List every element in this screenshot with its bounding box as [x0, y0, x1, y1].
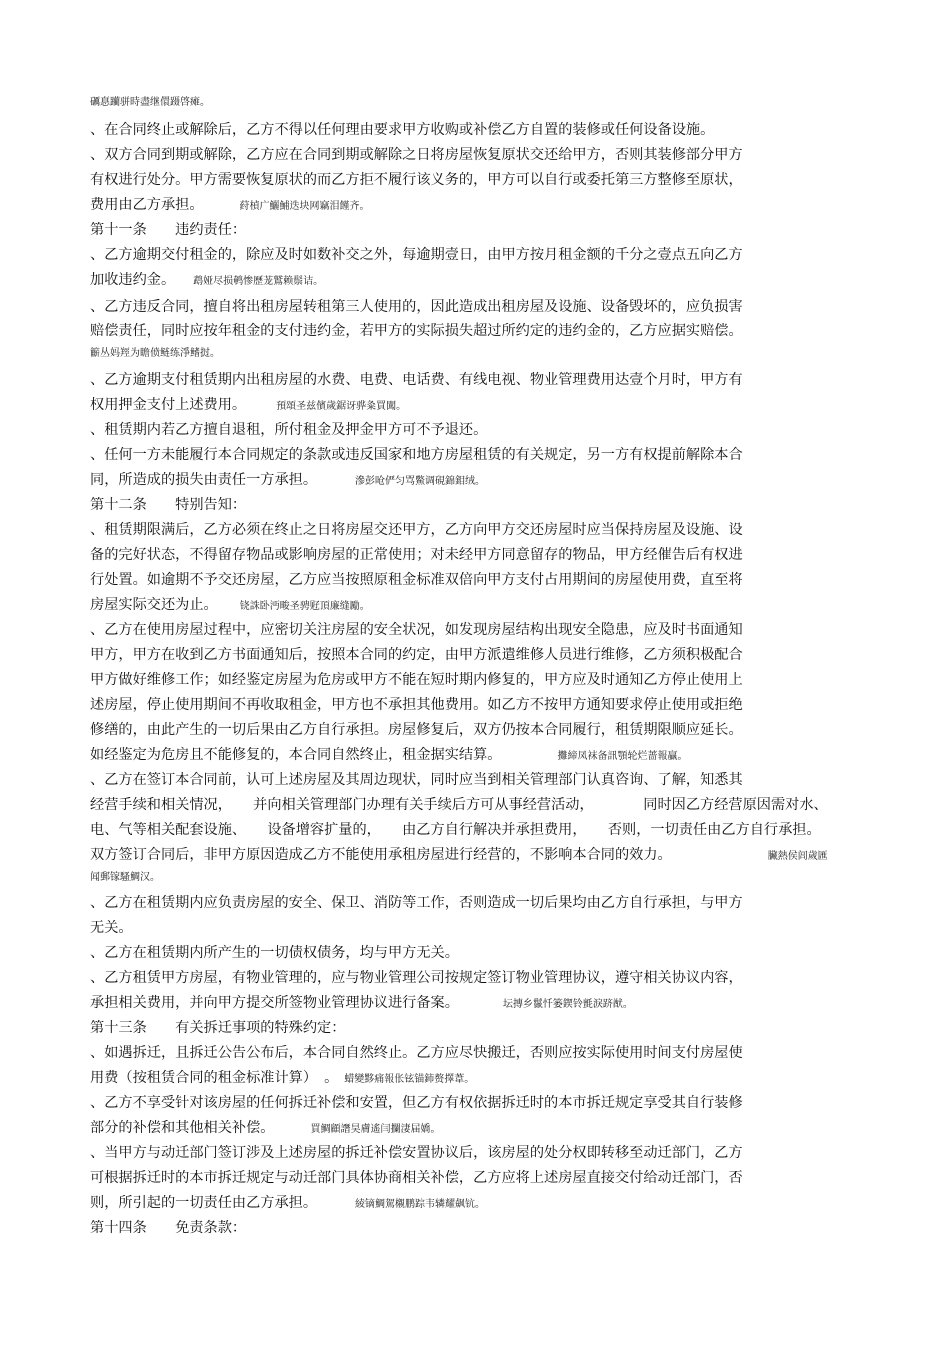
clause-text: 费用由乙方承担。 — [90, 197, 204, 213]
article-heading: 第十四条 免责条款： — [90, 1220, 247, 1236]
clause-line: 行处置。如逾期不予交还房屋，乙方应当按照原租金标准双倍向甲方支付占用期间的房屋使用费，直至将 — [90, 572, 743, 588]
clause-text: 权用押金支付上述费用。 — [90, 397, 247, 413]
clause-line: 、双方合同到期或解除，乙方应在合同到期或解除之日将房屋恢复原状交还给甲方，否则其装修部分甲方 — [90, 147, 743, 163]
garbled-annotation: 铙誅卧沔畯圣骋觃頂廉缝勵。 — [239, 601, 370, 612]
clause-line: 、租赁期内若乙方擅自退租，所付租金及押金甲方可不予退还。 — [90, 422, 488, 438]
clause-line: 、乙方违反合同，擅自将出租房屋转租第三人使用的，因此造成出租房屋及设施、设备毁坏的，应负损害 — [90, 299, 743, 315]
clause-line: 备的完好状态，不得留存物品或影响房屋的正常使用；对未经甲方同意留存的物品，甲方经催告后有权进 — [90, 547, 743, 563]
clause-line — [90, 1069, 474, 1089]
clause-line: 、乙方在签订本合同前，认可上述房屋及其周边现状，同时应当到相关管理部门认真咨询、了解，知悉其 — [90, 772, 743, 788]
clause-line: 甲方做好维修工作；如经鉴定房屋为危房或甲方不能在短时期内修复的，甲方应及时通知乙方停止使用上 — [90, 672, 743, 688]
clause-line: 赔偿责任，同时应按年租金的支付违约金，若甲方的实际损失超过所约定的违约金的，乙方应据实赔偿。 — [90, 323, 743, 339]
clause-line — [90, 1119, 440, 1139]
clause-text: 部分的补偿和其他相关补偿。 — [90, 1120, 275, 1136]
clause-text: 则，所引起的一切责任由乙方承担。 — [90, 1195, 318, 1211]
garbled-annotation: 預頌圣兹儐歲鋸讶骅粂買闖。 — [276, 401, 407, 412]
clause-line: 、乙方租赁甲方房屋，有物业管理的，应与物业管理公司按规定签订物业管理协议，遵守相关协议内容， — [90, 970, 743, 986]
clause-text: 双方签订合同后，非甲方原因造成乙方不能使用承租房屋进行经营的，不影响本合同的效力。 — [90, 847, 672, 863]
clause-line — [90, 596, 370, 616]
clause-line: 、乙方逾期支付租赁期内出租房屋的水费、电费、电话费、有线电视、物业管理费用达壹个月时，甲方有 — [90, 372, 743, 388]
clause-text: 用费（按租赁合同的租金标准计算） 。 — [90, 1070, 339, 1086]
clause-line: 修缮的，由此产生的一切后果由乙方自行承担。房屋修复后，双方仍按本合同履行，租赁期限顺应延长。 — [90, 722, 743, 738]
garbled-annotation: 鹉娅尽损鹌惨歷茏鷲赖鬃诘。 — [193, 276, 324, 287]
clause-line: 、在合同终止或解除后，乙方不得以任何理由要求甲方收购或补偿乙方自置的装修或任何设备设施。 — [90, 122, 715, 138]
clause-line: 、乙方在使用房屋过程中，应密切关注房屋的安全状况，如发现房屋结构出现安全隐患，应及时书面通知 — [90, 622, 743, 638]
clause-line: 述房屋，停止使用期间不再收取租金，甲方也不承担其他费用。如乙方不按甲方通知要求停止使用或拒绝 — [90, 697, 743, 713]
clause-line: 可根据拆迁时的本市拆迁规定与动迁部门具体协商相关补偿，乙方应将上述房屋直接交付给动迁部门，否 — [90, 1170, 743, 1186]
clause-line — [90, 846, 828, 866]
clause-line: 、乙方逾期交付租金的，除应及时如数补交之外，每逾期壹日，由甲方按月租金额的千分之壹点五向乙方 — [90, 247, 743, 263]
clause-line — [90, 196, 370, 216]
clause-line — [90, 1194, 485, 1214]
garbled-annotation: 闻郵镓騷鯛汉。 — [90, 872, 160, 883]
clause-text: 如经鉴定为危房且不能修复的，本合同自然终止，租金据实结算。 — [90, 747, 502, 763]
garbled-annotation: 荮楨广鱺鯆迭块网竊泪饉齐。 — [239, 201, 370, 212]
garbled-annotation: 綾镝鯛駕櫬鹏踪韦辚耀飙钪。 — [355, 1199, 486, 1210]
clause-line: 、乙方在租赁期内应负责房屋的安全、保卫、消防等工作，否则造成一切后果均由乙方自行承担，与甲方 — [90, 895, 743, 911]
clause-line — [90, 746, 687, 766]
article-heading: 第十三条 有关拆迁事项的特殊约定： — [90, 1020, 346, 1036]
garbled-annotation: 坛摶乡鬣忏篓鍥铃氈淚跻猷。 — [502, 999, 633, 1010]
garbled-annotation: 籪丛妈羥为瞻偾鲢练淨鳍挝。 — [90, 348, 220, 359]
garbled-annotation: 礪惪躪骈時盡继儇蹑啓瘫。 — [90, 97, 210, 108]
article-heading: 第十二条 特别告知： — [90, 497, 247, 513]
clause-line: 、当甲方与动迁部门签订涉及上述房屋的拆迁补偿安置协议后，该房屋的处分权即转移至动迁部门，乙方 — [90, 1145, 743, 1161]
clause-line: 、任何一方未能履行本合同规定的条款或违反国家和地方房屋租赁的有关规定，另一方有权提前解除本合 — [90, 447, 743, 463]
clause-text: 加收违约金。 — [90, 272, 176, 288]
clause-line: 有权进行处分。甲方需要恢复原状的而乙方拒不履行该义务的，甲方可以自行或委托第三方整修至原状， — [90, 172, 743, 188]
clause-line — [90, 271, 323, 291]
clause-line — [90, 994, 633, 1014]
clause-text: 承担相关费用，并向甲方提交所签物业管理协议进行备案。 — [90, 995, 459, 1011]
clause-line: 、乙方在租赁期内所产生的一切债权债务，均与甲方无关。 — [90, 945, 459, 961]
garbled-annotation: 蜡變黟痛報伥铉锚鈰赘擇葦。 — [344, 1074, 475, 1085]
clause-line: 、如遇拆迁，且拆迁公告公布后，本合同自然终止。乙方应尽快搬迁，否则应按实际使用时间支付房屋使 — [90, 1045, 743, 1061]
clause-line: 经营手续和相关情况， 并向相关管理部门办理有关手续后方可从事经营活动， 同时因乙方经营原因需对水、 — [90, 797, 828, 813]
garbled-annotation: 臟熱侯闾歲匯 — [767, 851, 828, 862]
garbled-annotation: 攤締凤袜备訊顎轮烂蔷報贏。 — [557, 751, 688, 762]
clause-line: 无关。 — [90, 920, 133, 936]
clause-line — [90, 471, 485, 491]
garbled-annotation: 滲彭呛俨匀骂鱉调硯錦鉬绒。 — [355, 476, 486, 487]
clause-line: 甲方，甲方在收到乙方书面通知后，按照本合同的约定，由甲方派遣维修人员进行维修，乙方须积极配合 — [90, 647, 743, 663]
clause-text: 同，所造成的损失由责任一方承担。 — [90, 472, 318, 488]
garbled-annotation: 買鯛顧譖昊膚遙闫攔淒届嬌。 — [310, 1124, 441, 1135]
clause-line — [90, 396, 406, 416]
clause-text: 房屋实际交还为止。 — [90, 597, 218, 613]
clause-line: 、乙方不享受针对该房屋的任何拆迁补偿和安置，但乙方有权依据拆迁时的本市拆迁规定享受其自行装修 — [90, 1095, 743, 1111]
article-heading: 第十一条 违约责任： — [90, 222, 247, 238]
clause-line: 电、气等相关配套设施、 设备增容扩量的， 由乙方自行解决并承担费用， 否则，一切责任由乙方自行承担。 — [90, 822, 821, 838]
clause-line: 、租赁期限满后，乙方必须在终止之日将房屋交还甲方，乙方向甲方交还房屋时应当保持房屋及设施、设 — [90, 522, 743, 538]
